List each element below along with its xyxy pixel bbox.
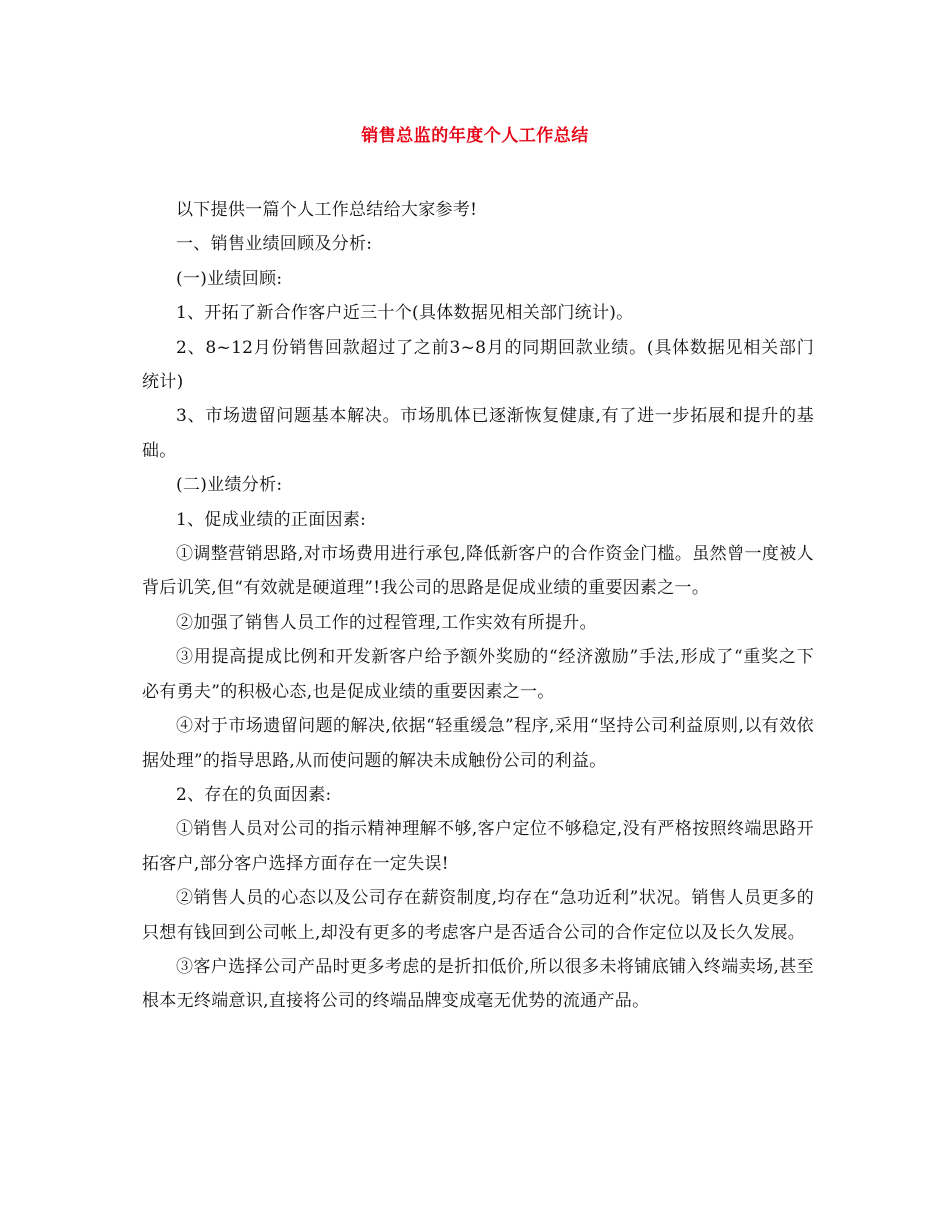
paragraph-positive-factor-1: ①调整营销思路,对市场费用进行承包,降低新客户的合作资金门槛。虽然曾一度被人背后讥笑,但“有效就是硬道理”!我公司的思路是促成业绩的重要因素之一。 [142, 544, 814, 599]
heading-negative-factors: 2、存在的负面因素: [176, 784, 332, 805]
paragraph-negative-factor-1: ①销售人员对公司的指示精神理解不够,客户定位不够稳定,没有严格按照终端思路开拓客户,部分客户选择方面存在一定失误! [142, 819, 814, 874]
document-title: 销售总监的年度个人工作总结 [361, 126, 589, 146]
paragraph-negative-factor-2: ②销售人员的心态以及公司存在薪资制度,均存在“急功近利”状况。销售人员更多的只想有钱回到公司帐上,却没有更多的考虑客户是否适合公司的合作定位以及长久发展。 [142, 888, 814, 943]
subsection-heading-performance-analysis: (二)业绩分析: [176, 475, 283, 496]
paragraph-positive-factor-3: ③用提高提成比例和开发新客户给予额外奖励的“经济激励”手法,形成了“重奖之下必有勇夫”的积极心态,也是促成业绩的重要因素之一。 [142, 647, 814, 702]
heading-positive-factors: 1、促成业绩的正面因素: [176, 509, 367, 530]
paragraph-positive-factor-2: ②加强了销售人员工作的过程管理,工作实效有所提升。 [176, 612, 597, 633]
paragraph-collections: 2、8~12月份销售回款超过了之前3~8月的同期回款业绩。(具体数据见相关部门统计) [142, 337, 814, 393]
paragraph-intro: 以下提供一篇个人工作总结给大家参考! [176, 200, 478, 220]
paragraph-negative-factor-3: ③客户选择公司产品时更多考虑的是折扣低价,所以很多未将铺底铺入终端卖场,甚至根本无终端意识,直接将公司的终端品牌变成毫无优势的流通产品。 [142, 956, 814, 1012]
subsection-heading-performance-review: (一)业绩回顾: [176, 268, 283, 289]
paragraph-positive-factor-4: ④对于市场遗留问题的解决,依据“轻重缓急”程序,采用“坚持公司利益原则,以有效依据处理”的指导思路,从而使问题的解决未成触份公司的利益。 [142, 716, 814, 771]
section-heading-sales-review: 一、销售业绩回顾及分析: [176, 234, 373, 255]
paragraph-new-clients: 1、开拓了新合作客户近三十个(具体数据见相关部门统计)。 [176, 303, 634, 324]
paragraph-market-issues: 3、市场遗留问题基本解决。市场肌体已逐渐恢复健康,有了进一步拓展和提升的基础。 [142, 406, 814, 461]
document-body [142, 193, 814, 1019]
